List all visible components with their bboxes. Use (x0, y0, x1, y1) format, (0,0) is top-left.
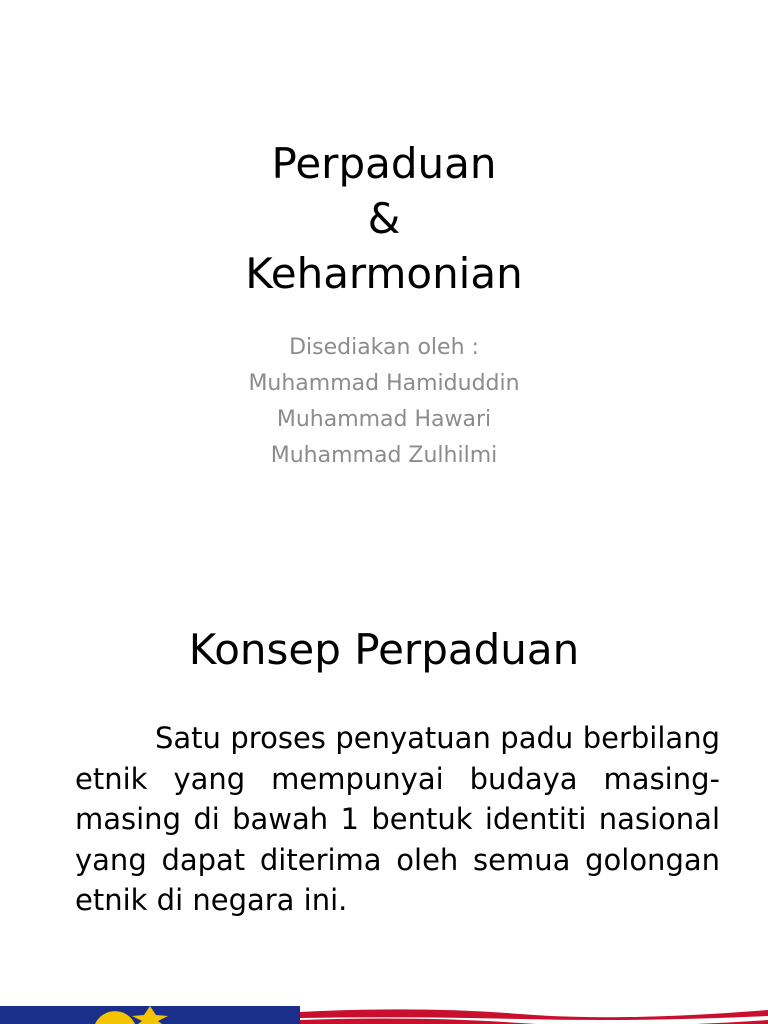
credit-author-2: Muhammad Hawari (276, 407, 492, 432)
slide-title (0, 136, 768, 301)
title-line-1: Perpaduan (271, 139, 497, 188)
flag-strip-graphic (0, 1006, 768, 1024)
title-line-3: Keharmonian (245, 249, 523, 298)
credit-author-1: Muhammad Hamiduddin (248, 371, 520, 396)
slide-heading: Konsep Perpaduan (188, 625, 580, 674)
title-line-2: & (367, 194, 401, 243)
slide-body-text: Satu proses penyatuan padu berbilang etnik yang mempunyai budaya masing-masing di bawah 1 bentuk identiti nasional yang dapat diterima oleh semua golongan etnik di negara ini. (75, 721, 720, 918)
credit-author-3: Muhammad Zulhilmi (270, 443, 498, 468)
concept-slide (0, 576, 768, 1024)
credits-label: Disediakan oleh : (289, 335, 479, 360)
malaysia-flag-image (0, 1006, 768, 1024)
credits-block (0, 330, 768, 474)
